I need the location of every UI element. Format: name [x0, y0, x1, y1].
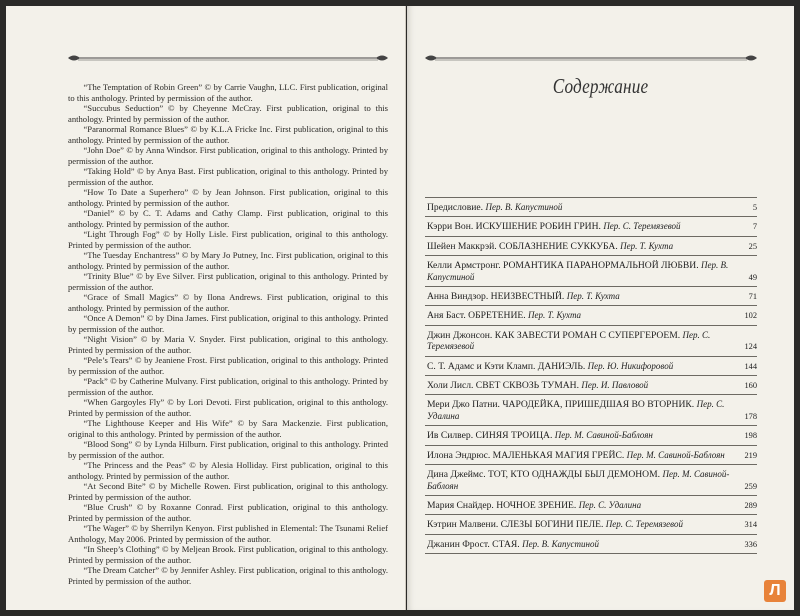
- toc-entry-translator: Пер. Т. Кухта: [620, 240, 674, 251]
- toc-entry-title: Джин Джонсон. КАК ЗАВЕСТИ РОМАН С СУПЕРГЕРОЕМ.: [427, 329, 681, 341]
- credit-entry: “The Lighthouse Keeper and His Wife” © by Sara Mackenzie. First publication, original to this anthology. Printed by permission of the author.: [68, 418, 388, 439]
- credit-entry: “The Dream Catcher” © by Jennifer Ashley. First publication, original to this anthology. Printed by permission of the author.: [68, 565, 388, 586]
- credit-entry: “Once A Demon” © by Dina James. First publication, original to this anthology. Printed by permission of the author.: [68, 313, 388, 334]
- toc-entry[interactable]: [425, 394, 757, 425]
- toc-entry-translator: Пер. С. Удалина: [427, 399, 725, 421]
- toc-entry-translator: Пер. В. Капустиной: [485, 202, 563, 212]
- credit-entry: “Blood Song” © by Lynda Hilburn. First publication, original to this anthology. Printed by permission of the author.: [68, 439, 388, 460]
- toc-entry-translator: Пер. В. Капустиной: [427, 260, 729, 282]
- toc-entry-translator: Пер. М. Савиной-Баблоян: [427, 469, 730, 491]
- toc-entry-page-number: 7: [752, 222, 757, 232]
- toc-entry-translator: Пер. С. Теремязевой: [427, 329, 711, 352]
- table-of-contents: [425, 197, 757, 554]
- toc-entry-translator: Пер. С. Теремязевой: [603, 221, 681, 232]
- credit-entry: “John Doe” © by Anna Windsor. First publication, original to this anthology. Printed by permission of the author.: [68, 145, 388, 166]
- credit-entry: “Blue Crush” © by Roxanne Conrad. First publication, original to this anthology. Printed by permission of the author.: [68, 502, 388, 523]
- toc-entry[interactable]: [425, 445, 757, 464]
- toc-entry-translator: Пер. Т. Кухта: [528, 310, 582, 321]
- toc-entry-page-number: 160: [744, 381, 757, 391]
- toc-entry[interactable]: [425, 534, 757, 554]
- toc-entry-translator: Пер. Ю. Никифоровой: [587, 360, 674, 371]
- toc-entry[interactable]: [425, 464, 757, 495]
- toc-entry-page-number: 71: [748, 292, 757, 302]
- toc-entry-title: Анна Виндзор. НЕИЗВЕСТНЫЙ.: [427, 291, 565, 303]
- toc-entry-page-number: 314: [744, 520, 757, 530]
- credit-entry: “Succubus Seduction” © by Cheyenne McCray. First publication, original to this anthology. Printed by permission of the author.: [68, 103, 388, 124]
- toc-entry[interactable]: [425, 216, 757, 235]
- credit-entry: “Pele’s Tears” © by Jeaniene Frost. First publication, original to this anthology. Printed by permission of the author.: [68, 355, 388, 376]
- toc-entry-title: Джанин Фрост. СТАЯ.: [427, 538, 520, 550]
- toc-entry-title: Холи Лисл. СВЕТ СКВОЗЬ ТУМАН.: [427, 380, 579, 392]
- toc-entry-translator: Пер. С. Теремязевой: [605, 519, 683, 530]
- toc-entry-translator: Пер. С. Удалина: [578, 499, 642, 510]
- toc-entry-page-number: 259: [744, 481, 757, 491]
- toc-entry-translator: Пер. В. Капустиной: [522, 538, 600, 549]
- credit-entry: “The Wager” © by Sherrilyn Kenyon. First published in Elemental: The Tsunami Relief Anthology, May 2006. Printed by permission of the author.: [68, 523, 388, 544]
- toc-entry-page-number: 102: [744, 311, 757, 321]
- toc-entry[interactable]: [425, 197, 757, 216]
- toc-entry[interactable]: [425, 425, 757, 444]
- credit-entry: “In Sheep’s Clothing” © by Meljean Brook. First publication, original to this anthology. Printed by permission of the author.: [68, 544, 388, 565]
- toc-entry-title: Шейен Маккрэй. СОБЛАЗНЕНИЕ СУККУБА.: [427, 240, 618, 252]
- right-page: [407, 6, 794, 610]
- toc-entry-title: Илона Эндрюс. МАЛЕНЬКАЯ МАГИЯ ГРЕЙС.: [427, 449, 625, 461]
- toc-entry[interactable]: [425, 236, 757, 255]
- toc-entry[interactable]: [425, 325, 757, 356]
- toc-entry-page-number: 289: [744, 500, 757, 510]
- credit-entry: “Taking Hold” © by Anya Bast. First publication, original to this anthology. Printed by permission of the author.: [68, 166, 388, 187]
- ornament-rule: [425, 52, 757, 64]
- credit-entry: “The Temptation of Robin Green” © by Carrie Vaughn, LLC. First publication, original to this anthology. Printed by permission of the author.: [68, 82, 388, 103]
- toc-entry-title: Кэтрин Малвени. СЛЕЗЫ БОГИНИ ПЕЛЕ.: [427, 519, 604, 531]
- copyright-credits: [68, 82, 388, 586]
- toc-entry-title: Аня Баст. ОБРЕТЕНИЕ.: [427, 310, 526, 322]
- toc-entry-title: Предисловие.: [427, 202, 484, 213]
- toc-entry-translator: Пер. И. Павловой: [581, 380, 649, 391]
- toc-entry[interactable]: [425, 375, 757, 394]
- toc-entry[interactable]: [425, 286, 757, 305]
- toc-entry-translator: Пер. М. Савиной-Баблоян: [554, 430, 653, 441]
- toc-entry-title: Кэрри Вон. ИСКУШЕНИЕ РОБИН ГРИН.: [427, 221, 601, 233]
- toc-entry-page-number: 198: [744, 431, 757, 441]
- credit-entry: “The Princess and the Peas” © by Alesia Holliday. First publication, original to this anthology. Printed by permission of the author.: [68, 460, 388, 481]
- toc-entry-page-number: 178: [744, 411, 757, 421]
- credit-entry: “Daniel” © by C. T. Adams and Cathy Clamp. First publication, original to this anthology. Printed by permission of the author.: [68, 208, 388, 229]
- toc-entry[interactable]: [425, 305, 757, 324]
- credit-entry: “Night Vision” © by Maria V. Snyder. First publication, original to this anthology. Printed by permission of the author.: [68, 334, 388, 355]
- toc-entry-title: Ив Силвер. СИНЯЯ ТРОИЦА.: [427, 430, 553, 442]
- credit-entry: “Grace of Small Magics” © by Ilona Andrews. First publication, original to this anthology. Printed by permission of the author.: [68, 292, 388, 313]
- toc-entry-translator: Пер. М. Савиной-Баблоян: [626, 449, 725, 460]
- left-page: [6, 6, 406, 610]
- toc-entry[interactable]: [425, 514, 757, 533]
- toc-entry-translator: Пер. Т. Кухта: [566, 291, 620, 302]
- toc-entry-page-number: 144: [744, 361, 757, 371]
- toc-title: Содержание: [552, 74, 649, 98]
- credit-entry: “How To Date a Superhero” © by Jean Johnson. First publication, original to this anthology. Printed by permission of the author.: [68, 187, 388, 208]
- toc-entry-page-number: 219: [744, 450, 757, 460]
- toc-entry[interactable]: [425, 356, 757, 375]
- toc-entry-title: Келли Армстронг. РОМАНТИКА ПАРАНОРМАЛЬНОЙ ЛЮБВИ.: [427, 260, 699, 272]
- toc-entry-page-number: 336: [744, 539, 757, 549]
- credit-entry: “Pack” © by Catherine Mulvany. First publication, original to this anthology. Printed by permission of the author.: [68, 376, 388, 397]
- publisher-logo-icon: Л: [764, 580, 786, 602]
- toc-entry-page-number: 25: [748, 241, 757, 251]
- credit-entry: “At Second Bite” © by Michelle Rowen. First publication, original to this anthology. Printed by permission of the author.: [68, 481, 388, 502]
- credit-entry: “Paranormal Romance Blues” © by K.L.A Fricke Inc. First publication, original to this anthology. Printed by permission of the author.: [68, 124, 388, 145]
- credit-entry: “Trinity Blue” © by Eve Silver. First publication, original to this anthology. Printed by permission of the author.: [68, 271, 388, 292]
- toc-entry[interactable]: [425, 495, 757, 514]
- toc-entry-page-number: 124: [744, 342, 757, 352]
- credit-entry: “When Gargoyles Fly” © by Lori Devoti. First publication, original to this anthology. Printed by permission of the author.: [68, 397, 388, 418]
- toc-entry[interactable]: [425, 255, 757, 286]
- credit-entry: “Light Through Fog” © by Holly Lisle. First publication, original to this anthology. Printed by permission of the author.: [68, 229, 388, 250]
- toc-entry-title: Дина Джеймс. ТОТ, КТО ОДНАЖДЫ БЫЛ ДЕМОНОМ.: [427, 469, 661, 481]
- ornament-rule: [68, 52, 388, 64]
- toc-entry-page-number: 5: [752, 203, 757, 212]
- toc-entry-title: С. Т. Адамс и Кэти Кламп. ДАНИЭЛЬ.: [427, 360, 586, 372]
- toc-entry-page-number: 49: [748, 272, 757, 282]
- toc-entry-title: Мария Снайдер. НОЧНОЕ ЗРЕНИЕ.: [427, 499, 577, 511]
- credit-entry: “The Tuesday Enchantress” © by Mary Jo Putney, Inc. First publication, original to this anthology. Printed by permission of the author.: [68, 250, 388, 271]
- toc-entry-title: Мери Джо Патни. ЧАРОДЕЙКА, ПРИШЕДШАЯ ВО ВТОРНИК.: [427, 399, 695, 411]
